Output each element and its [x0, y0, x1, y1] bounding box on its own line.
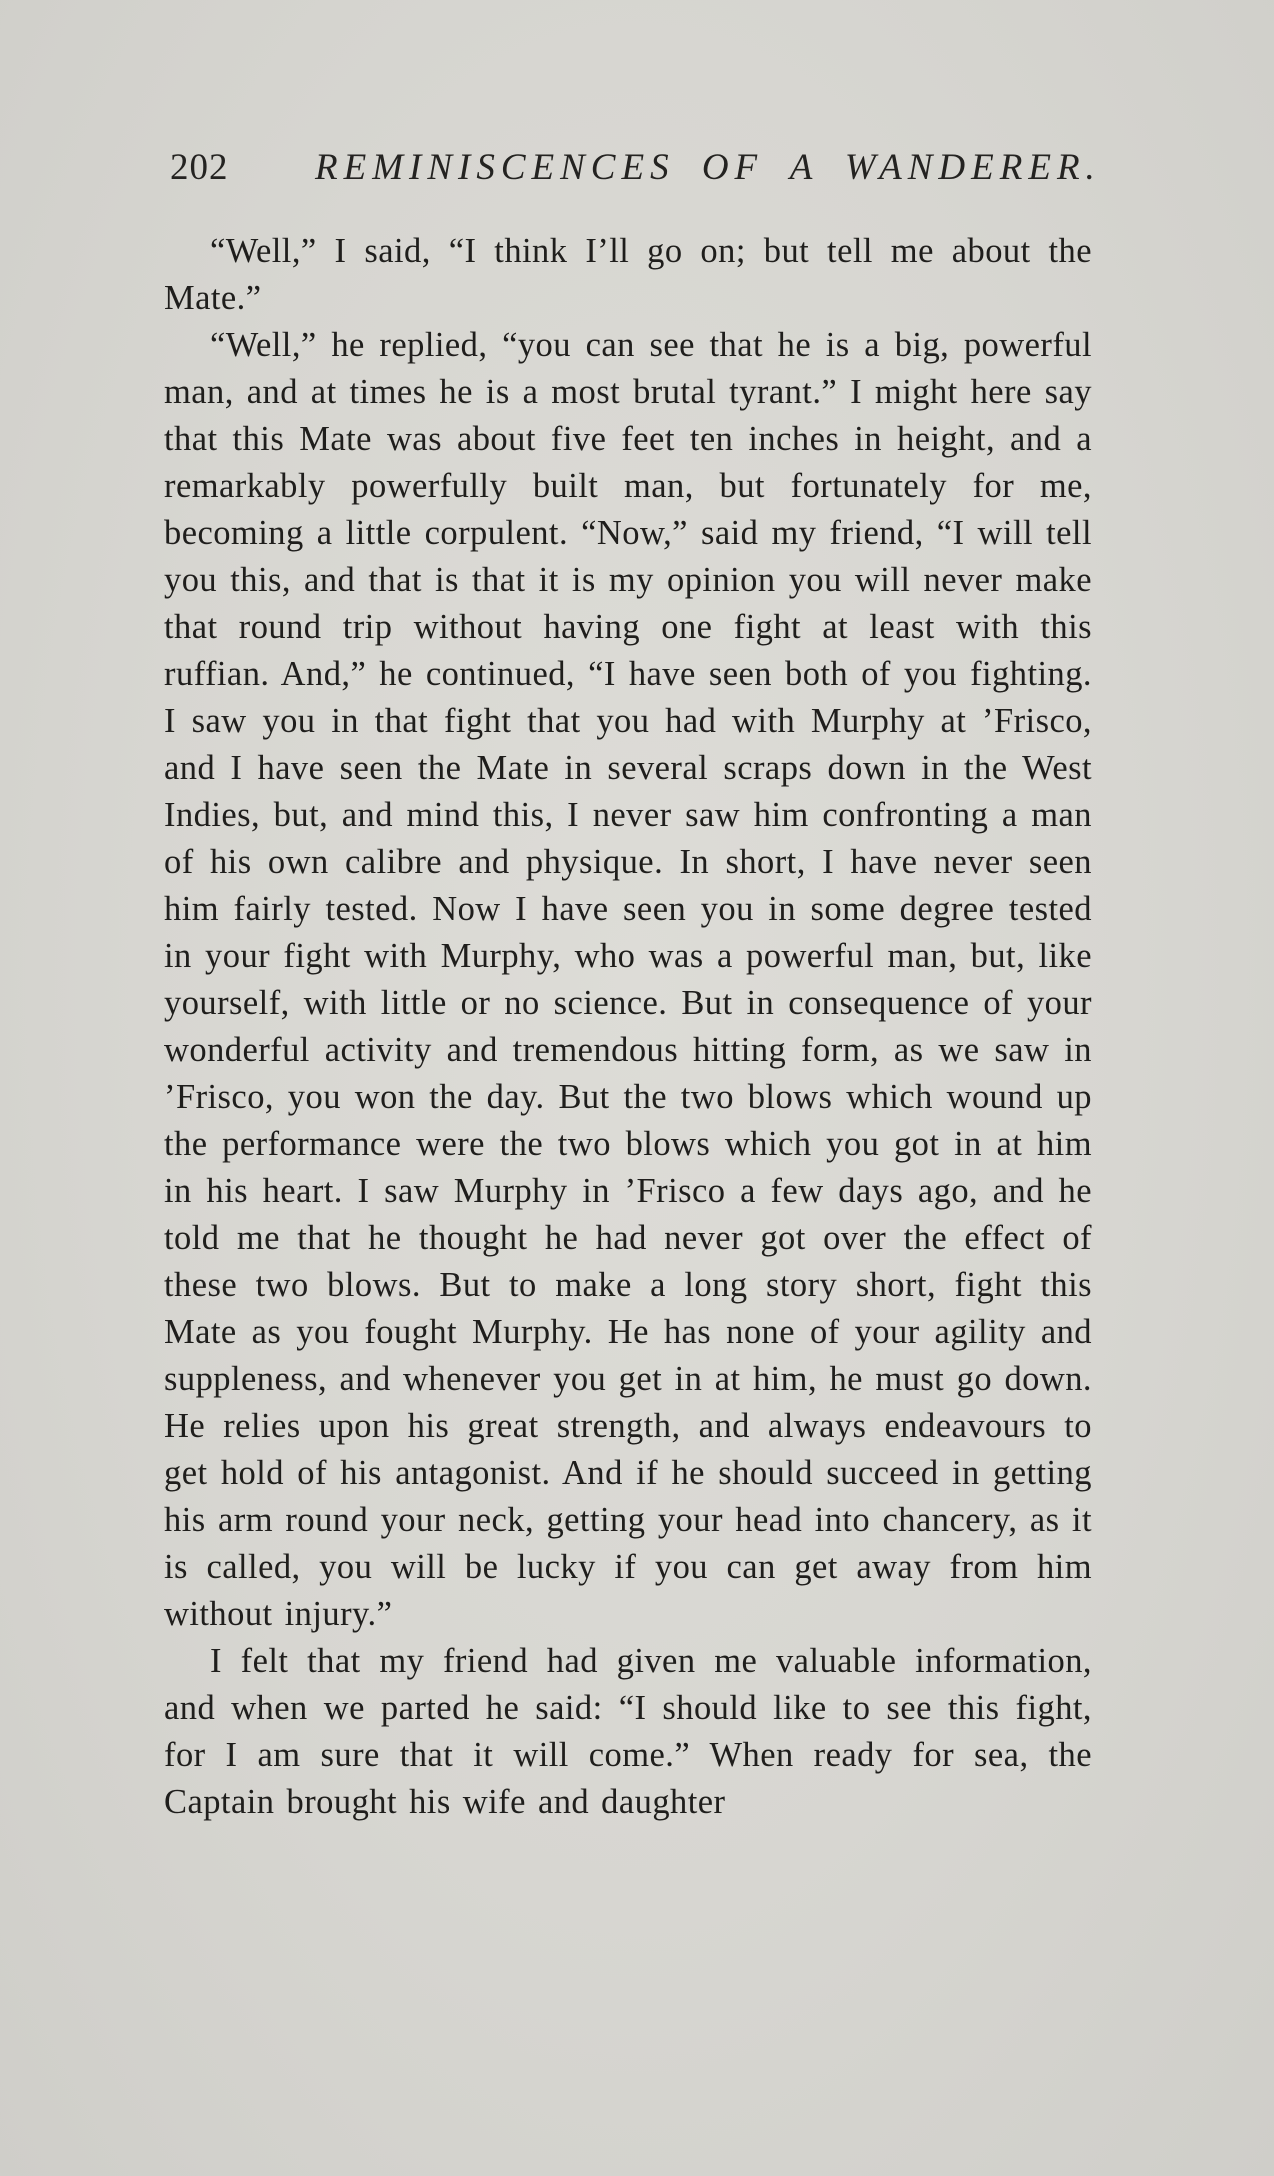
running-title: REMINISCENCES OF A WANDERER.: [315, 147, 1101, 188]
page-body-text: [164, 228, 1092, 1826]
page-number: 202: [170, 147, 229, 188]
paragraph-3: I felt that my friend had given me valuable information, and when we parted he said: “I should like to see this fight, for I am sure that it will come.” When ready for sea, the Captain brought his wife and daughter: [164, 1642, 1092, 1821]
paragraph-1: “Well,” I said, “I think I’ll go on; but tell me about the Mate.”: [164, 232, 1092, 317]
paragraph-2: “Well,” he replied, “you can see that he is a big, powerful man, and at times he is a most brutal tyrant.” I might here say that this Mate was about five feet ten inches in height, and a remarkably powerfully built man, but fortunately for me, becoming a little corpulent. “Now,” said my friend, “I will tell you this, and that is that it is my opinion you will never make that round trip without having one fight at least with this ruffian. And,” he continued, “I have seen both of you fighting. I saw you in that fight that you had with Murphy at ’Frisco, and I have seen the Mate in several scraps down in the West Indies, but, and mind this, I never saw him confronting a man of his own calibre and physique. In short, I have never seen him fairly tested. Now I have seen you in some degree tested in your fight with Murphy, who was a powerful man, but, like yourself, with little or no science. But in consequence of your wonderful activity and tremendous hitting form, as we saw in ’Frisco, you won the day. But the two blows which wound up the performance were the two blows which you got in at him in his heart. I saw Murphy in ’Frisco a few days ago, and he told me that he thought he had never got over the effect of these two blows. But to make a long story short, fight this Mate as you fought Murphy. He has none of your agility and suppleness, and whenever you get in at him, he must go down. He relies upon his great strength, and always endeavours to get hold of his antagonist. And if he should succeed in getting his arm round your neck, getting your head into chancery, as it is called, you will be lucky if you can get away from him without injury.”: [164, 326, 1092, 1633]
page-header: [170, 140, 1100, 196]
